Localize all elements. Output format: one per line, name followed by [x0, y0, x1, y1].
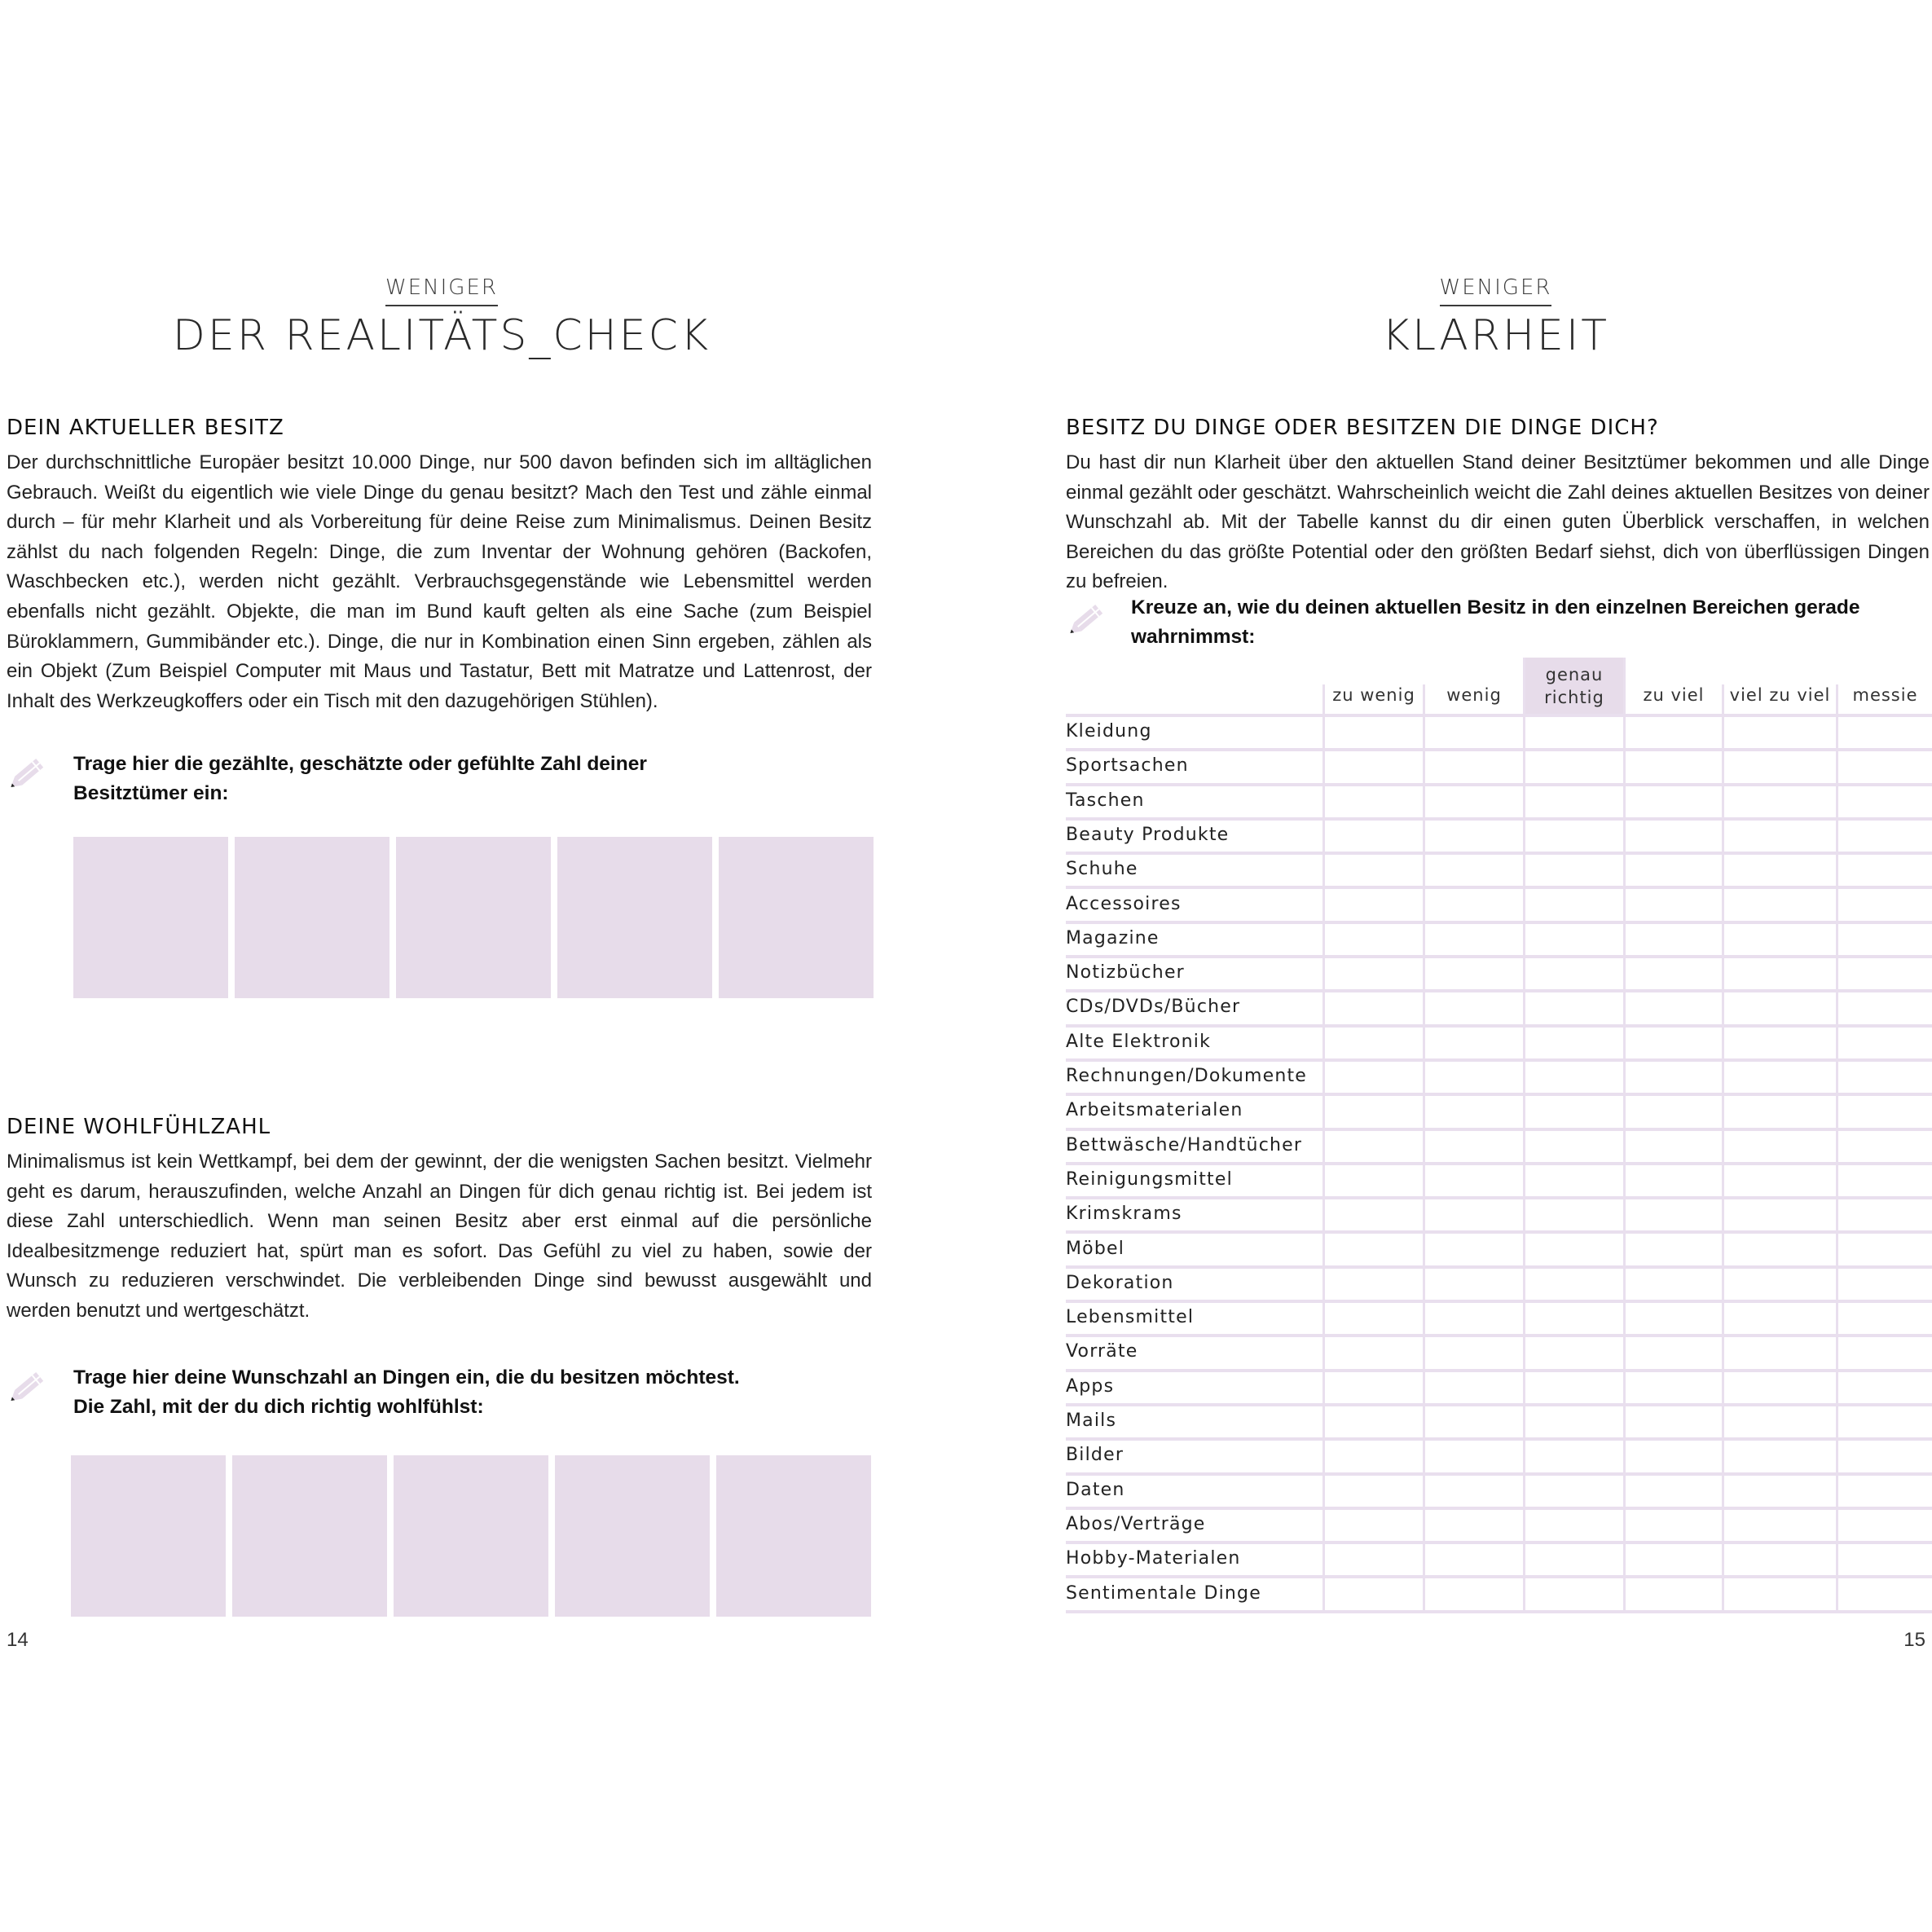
checkbox-cell[interactable] [1525, 855, 1623, 886]
checkbox-cell[interactable] [1626, 958, 1722, 989]
table-row [1066, 751, 1932, 786]
checkbox-cell[interactable] [1525, 1062, 1623, 1093]
checkbox-cell[interactable] [1724, 1096, 1836, 1127]
column-divider [1722, 684, 1724, 1613]
table-row [1066, 1337, 1932, 1371]
prompt-wohlfuehlzahl-line1: Trage hier deine Wunschzahl an Dingen ein, die du besitzen möchtest. [73, 1366, 740, 1388]
checkbox-cell[interactable] [1525, 1372, 1623, 1403]
checkbox-cell[interactable] [1425, 890, 1523, 921]
number-box[interactable] [716, 1455, 871, 1617]
table-row [1066, 1096, 1932, 1130]
prompt-klarheit-line2: wahrnimmst: [1131, 626, 1256, 648]
checkbox-cell[interactable] [1838, 1510, 1932, 1541]
checkbox-cell[interactable] [1325, 1131, 1423, 1162]
table-row [1066, 1062, 1932, 1096]
checkbox-cell[interactable] [1626, 1062, 1722, 1093]
checkbox-cell[interactable] [1838, 890, 1932, 921]
checkbox-cell[interactable] [1626, 924, 1722, 955]
section-body-wohlfuehlzahl: Minimalismus ist kein Wettkampf, bei dem der gewinnt, der die wenigsten Sachen besitzt. Vielmehr geht es darum, herauszufinden, welche Anzahl an Dingen für dich genau richtig ist. Bei jedem ist diese Zahl unterschiedlich. Wenn man seinen Besitz aber erst einmal auf die persönliche Idealbesitzmenge reduziert hat, spürt man es sofort. Das Gefühl zu viel zu haben, sowie der Wunsch zu reduzieren verschwindet. Die verbleibenden Dinge sind bewusst ausgewählt und werden benutzt und wertgeschätzt. [7, 1151, 872, 1322]
checkbox-cell[interactable] [1425, 1062, 1523, 1093]
prompt-klarheit [1131, 593, 1930, 652]
checkbox-cell[interactable] [1325, 1303, 1423, 1334]
checkbox-cell[interactable] [1525, 1096, 1623, 1127]
prompt-besitz-line2: Besitztümer ein: [73, 782, 229, 804]
column-divider [1836, 684, 1838, 1613]
table-row [1066, 1579, 1932, 1613]
row-label: Sentimentale Dinge [1066, 1582, 1261, 1604]
prompt-besitz [73, 750, 872, 808]
number-box[interactable] [232, 1455, 387, 1617]
checkbox-cell[interactable] [1525, 1544, 1623, 1575]
table-row [1066, 1234, 1932, 1269]
row-label: Kleidung [1066, 721, 1152, 742]
checkbox-cell[interactable] [1325, 1199, 1423, 1230]
checkbox-cell[interactable] [1626, 1337, 1722, 1368]
number-entry-boxes-besitz [73, 837, 874, 998]
number-box[interactable] [555, 1455, 710, 1617]
checkbox-cell[interactable] [1525, 1269, 1623, 1300]
checkbox-cell[interactable] [1325, 821, 1423, 852]
table-row [1066, 1406, 1932, 1441]
checkbox-cell[interactable] [1425, 1234, 1523, 1265]
checkbox-cell[interactable] [1425, 1579, 1523, 1610]
checkbox-cell[interactable] [1626, 1510, 1722, 1541]
checkbox-cell[interactable] [1724, 924, 1836, 955]
right-page-title: KLARHEIT [1381, 311, 1610, 360]
right-kicker: WENIGER [1059, 275, 1932, 306]
checkbox-cell[interactable] [1724, 855, 1836, 886]
checkbox-cell[interactable] [1724, 1406, 1836, 1437]
checkbox-cell[interactable] [1425, 1337, 1523, 1368]
row-label: Schuhe [1066, 859, 1138, 880]
checkbox-cell[interactable] [1626, 1165, 1722, 1196]
column-header: zu wenig [1332, 685, 1415, 705]
checkbox-cell[interactable] [1724, 1199, 1836, 1230]
checkbox-cell[interactable] [1325, 992, 1423, 1023]
checkbox-cell[interactable] [1626, 1476, 1722, 1507]
checkbox-cell[interactable] [1425, 924, 1523, 955]
pencil-icon [1064, 597, 1110, 643]
checkbox-cell[interactable] [1425, 1269, 1523, 1300]
checkbox-cell[interactable] [1425, 1096, 1523, 1127]
checkbox-cell[interactable] [1626, 1441, 1722, 1472]
checkbox-cell[interactable] [1838, 924, 1932, 955]
checkbox-cell[interactable] [1838, 1372, 1932, 1403]
number-box[interactable] [71, 1455, 226, 1617]
checkbox-cell[interactable] [1724, 1165, 1836, 1196]
prompt-wohlfuehlzahl-line2: Die Zahl, mit der du dich richtig wohlfühlst: [73, 1396, 484, 1418]
table-row [1066, 1165, 1932, 1199]
checkbox-cell[interactable] [1525, 751, 1623, 782]
column-header: wenig [1446, 685, 1502, 705]
checkbox-cell[interactable] [1425, 1544, 1523, 1575]
column-header: messie [1852, 685, 1918, 705]
checkbox-cell[interactable] [1525, 1579, 1623, 1610]
checkbox-cell[interactable] [1626, 1234, 1722, 1265]
checkbox-cell[interactable] [1626, 717, 1722, 748]
row-label: Apps [1066, 1375, 1115, 1397]
checkbox-cell[interactable] [1325, 958, 1423, 989]
column-header: zu viel [1643, 685, 1705, 705]
checkbox-cell[interactable] [1838, 1406, 1932, 1437]
table-row [1066, 890, 1932, 924]
checkbox-cell[interactable] [1724, 1303, 1836, 1334]
checkbox-cell[interactable] [1325, 1337, 1423, 1368]
checkbox-cell[interactable] [1425, 1476, 1523, 1507]
table-row [1066, 717, 1932, 751]
prompt-besitz-line1: Trage hier die gezählte, geschätzte oder gefühlte Zahl deiner [73, 753, 647, 775]
checkbox-cell[interactable] [1325, 1406, 1423, 1437]
checkbox-cell[interactable] [1525, 1131, 1623, 1162]
checkbox-cell[interactable] [1525, 1165, 1623, 1196]
column-header: genau richtig [1525, 658, 1623, 714]
checkbox-cell[interactable] [1525, 958, 1623, 989]
checkbox-cell[interactable] [1838, 1096, 1932, 1127]
pencil-icon [5, 751, 51, 797]
checkbox-cell[interactable] [1425, 1406, 1523, 1437]
checkbox-cell[interactable] [1838, 1476, 1932, 1507]
page-number-left: 14 [7, 1629, 29, 1651]
checkbox-cell[interactable] [1838, 1269, 1932, 1300]
number-box[interactable] [394, 1455, 548, 1617]
row-label: Möbel [1066, 1238, 1125, 1259]
row-label: Dekoration [1066, 1272, 1174, 1293]
checkbox-cell[interactable] [1425, 717, 1523, 748]
row-label: Bilder [1066, 1445, 1124, 1466]
checkbox-cell[interactable] [1425, 751, 1523, 782]
table-row [1066, 1544, 1932, 1578]
checkbox-cell[interactable] [1325, 1579, 1423, 1610]
checkbox-cell[interactable] [1325, 786, 1423, 817]
checkbox-cell[interactable] [1724, 821, 1836, 852]
table-row [1066, 821, 1932, 855]
row-label: CDs/DVDs/Bücher [1066, 997, 1241, 1018]
checkbox-cell[interactable] [1724, 1269, 1836, 1300]
checkbox-cell[interactable] [1425, 821, 1523, 852]
checkbox-cell[interactable] [1525, 1028, 1623, 1058]
checkbox-cell[interactable] [1724, 1579, 1836, 1610]
row-label: Bettwäsche/Handtücher [1066, 1134, 1303, 1155]
checkbox-cell[interactable] [1325, 924, 1423, 955]
checkbox-cell[interactable] [1838, 1441, 1932, 1472]
checkbox-cell[interactable] [1325, 1028, 1423, 1058]
checkbox-cell[interactable] [1626, 890, 1722, 921]
checkbox-cell[interactable] [1626, 1096, 1722, 1127]
checkbox-cell[interactable] [1838, 1131, 1932, 1162]
checkbox-cell[interactable] [1325, 1544, 1423, 1575]
checkbox-cell[interactable] [1325, 1234, 1423, 1265]
table-row [1066, 924, 1932, 958]
row-label: Accessoires [1066, 893, 1182, 914]
left-page [0, 0, 880, 1932]
table-row [1066, 855, 1932, 889]
row-label: Lebensmittel [1066, 1307, 1195, 1328]
checkbox-cell[interactable] [1724, 992, 1836, 1023]
checkbox-cell[interactable] [1838, 1303, 1932, 1334]
row-label: Hobby-Materialen [1066, 1548, 1241, 1569]
checkbox-cell[interactable] [1838, 958, 1932, 989]
checkbox-cell[interactable] [1425, 958, 1523, 989]
column-divider [1423, 684, 1425, 1613]
checkbox-cell[interactable] [1525, 1510, 1623, 1541]
number-entry-boxes-wohlfuehlzahl [71, 1455, 871, 1617]
checkbox-cell[interactable] [1724, 751, 1836, 782]
checkbox-cell[interactable] [1626, 786, 1722, 817]
checkbox-cell[interactable] [1425, 855, 1523, 886]
number-box[interactable] [73, 837, 228, 998]
row-label: Notizbücher [1066, 962, 1185, 984]
checkbox-cell[interactable] [1724, 1337, 1836, 1368]
checkbox-cell[interactable] [1724, 1544, 1836, 1575]
checkbox-cell[interactable] [1425, 1165, 1523, 1196]
table-row [1066, 1028, 1932, 1062]
checkbox-cell[interactable] [1724, 1234, 1836, 1265]
checkbox-cell[interactable] [1626, 1544, 1722, 1575]
checkbox-cell[interactable] [1525, 821, 1623, 852]
checkbox-cell[interactable] [1425, 1303, 1523, 1334]
prompt-klarheit-line1: Kreuze an, wie du deinen aktuellen Besitz in den einzelnen Bereichen gerade [1131, 596, 1860, 618]
checkbox-cell[interactable] [1525, 1303, 1623, 1334]
checkbox-cell[interactable] [1626, 1269, 1722, 1300]
table-row [1066, 958, 1932, 992]
number-box[interactable] [396, 837, 551, 998]
checkbox-cell[interactable] [1325, 855, 1423, 886]
table-row [1066, 1510, 1932, 1544]
row-label: Beauty Produkte [1066, 824, 1230, 845]
checkbox-cell[interactable] [1838, 1544, 1932, 1575]
checkbox-cell[interactable] [1425, 1028, 1523, 1058]
section-body-besitz: Der durchschnittliche Europäer besitzt 10.000 Dinge, nur 500 davon befinden sich im alltäglichen Gebrauch. Weißt du eigentlich wie viele Dinge du genau besitzt? Mach den Test und zähle einmal durch – für mehr Klarheit und als Vorbereitung für deine Reise zum Minimalismus. Deinen Besitz zählst du nach folgenden Regeln: Dinge, die zum Inventar der Wohnung gehören (Backofen, Waschbecken etc.), werden nicht gezählt. Verbrauchsgegenstände wie Lebensmittel werden ebenfalls nicht gezählt. Objekte, die man im Bund kauft gelten als eine Sache (zum Beispiel Büroklammern, Gummibänder etc.). Dinge, die nur in Kombination einen Sinn ergeben, zählen als ein Objekt (Zum Beispiel Computer mit Maus und Tastatur, Bett mit Matratze und Lattenrost, der Inhalt des Werkzeugkoffers oder ein Tisch mit den dazugehörigen Stühlen). [7, 451, 872, 712]
row-label: Reinigungsmittel [1066, 1168, 1233, 1190]
checkbox-cell[interactable] [1724, 1131, 1836, 1162]
section-heading-wohlfuehlzahl: DEINE WOHLFÜHLZAHL [7, 1115, 271, 1139]
table-row [1066, 1303, 1932, 1337]
number-box[interactable] [557, 837, 712, 998]
checkbox-cell[interactable] [1325, 1062, 1423, 1093]
checkbox-cell[interactable] [1525, 924, 1623, 955]
row-label: Taschen [1066, 790, 1145, 811]
row-label: Sportsachen [1066, 755, 1189, 777]
number-box[interactable] [235, 837, 389, 998]
checkbox-cell[interactable] [1425, 786, 1523, 817]
row-label: Mails [1066, 1410, 1117, 1431]
checkbox-cell[interactable] [1525, 992, 1623, 1023]
checkbox-cell[interactable] [1838, 821, 1932, 852]
checkbox-cell[interactable] [1838, 751, 1932, 782]
row-label: Daten [1066, 1479, 1125, 1500]
table-row [1066, 1199, 1932, 1234]
checkbox-cell[interactable] [1425, 1372, 1523, 1403]
left-page-title: DER REALITÄTS_CHECK [172, 311, 711, 360]
checkbox-cell[interactable] [1838, 1579, 1932, 1610]
pencil-icon [5, 1365, 51, 1410]
checkbox-cell[interactable] [1525, 890, 1623, 921]
checkbox-cell[interactable] [1626, 855, 1722, 886]
section-body-klarheit: Du hast dir nun Klarheit über den aktuellen Stand deiner Besitztümer bekommen und alle Dinge einmal gezählt oder geschätzt. Wahrscheinlich weicht die Zahl deines aktuellen Besitzes von deiner Wunschzahl ab. Mit der Tabelle kannst du dir einen guten Überblick verschaffen, in welchen Bereichen du das größte Potential oder den größten Bedarf siehst, dich von überflüssigen Dingen zu befreien. [1066, 451, 1930, 593]
right-page [1059, 0, 1932, 1932]
checkbox-cell[interactable] [1525, 1476, 1623, 1507]
checkbox-cell[interactable] [1626, 821, 1722, 852]
table-row [1066, 1476, 1932, 1510]
table-row [1066, 786, 1932, 821]
checkbox-cell[interactable] [1724, 1372, 1836, 1403]
checkbox-cell[interactable] [1525, 786, 1623, 817]
table-row [1066, 1269, 1932, 1303]
left-kicker: WENIGER [7, 275, 877, 306]
table-row [1066, 1372, 1932, 1406]
checkbox-cell[interactable] [1325, 751, 1423, 782]
checkbox-cell[interactable] [1838, 786, 1932, 817]
row-label: Rechnungen/Dokumente [1066, 1066, 1308, 1086]
checkbox-cell[interactable] [1724, 1476, 1836, 1507]
checkbox-cell[interactable] [1838, 992, 1932, 1023]
checkbox-cell[interactable] [1626, 1406, 1722, 1437]
checkbox-cell[interactable] [1626, 1199, 1722, 1230]
column-divider [1523, 658, 1525, 1613]
checkbox-cell[interactable] [1838, 1199, 1932, 1230]
checkbox-cell[interactable] [1626, 1131, 1722, 1162]
checkbox-cell[interactable] [1838, 1234, 1932, 1265]
checkbox-cell[interactable] [1724, 1028, 1836, 1058]
checkbox-cell[interactable] [1325, 1476, 1423, 1507]
checkbox-cell[interactable] [1325, 890, 1423, 921]
checkbox-cell[interactable] [1838, 855, 1932, 886]
checkbox-cell[interactable] [1425, 1510, 1523, 1541]
checkbox-cell[interactable] [1838, 1028, 1932, 1058]
checkbox-cell[interactable] [1325, 1165, 1423, 1196]
checkbox-cell[interactable] [1838, 1062, 1932, 1093]
column-header: viel zu viel [1729, 685, 1831, 705]
checkbox-cell[interactable] [1724, 1062, 1836, 1093]
section-heading-klarheit: BESITZ DU DINGE ODER BESITZEN DIE DINGE DICH? [1066, 416, 1659, 440]
checkbox-cell[interactable] [1525, 1199, 1623, 1230]
checkbox-cell[interactable] [1425, 1131, 1523, 1162]
checkbox-cell[interactable] [1724, 717, 1836, 748]
checkbox-cell[interactable] [1724, 786, 1836, 817]
checkbox-cell[interactable] [1838, 717, 1932, 748]
column-divider [1322, 684, 1325, 1613]
checkbox-cell[interactable] [1626, 1579, 1722, 1610]
row-label: Arbeitsmaterialen [1066, 1100, 1243, 1121]
checkbox-cell[interactable] [1724, 1441, 1836, 1472]
column-divider [1623, 658, 1626, 1613]
header-underline [1066, 681, 1932, 717]
checkbox-cell[interactable] [1325, 717, 1423, 748]
checkbox-cell[interactable] [1724, 890, 1836, 921]
checkbox-cell[interactable] [1525, 1406, 1623, 1437]
checkbox-cell[interactable] [1724, 1510, 1836, 1541]
checkbox-cell[interactable] [1838, 1165, 1932, 1196]
table-row [1066, 992, 1932, 1027]
page-number-right: 15 [1903, 1629, 1925, 1651]
table-row [1066, 1441, 1932, 1475]
number-box[interactable] [719, 837, 874, 998]
checkbox-cell[interactable] [1838, 1337, 1932, 1368]
checkbox-cell[interactable] [1525, 1441, 1623, 1472]
checkbox-cell[interactable] [1626, 1303, 1722, 1334]
checkbox-cell[interactable] [1525, 1337, 1623, 1368]
checkbox-cell[interactable] [1425, 1441, 1523, 1472]
checkbox-cell[interactable] [1626, 992, 1722, 1023]
checkbox-cell[interactable] [1325, 1269, 1423, 1300]
checkbox-cell[interactable] [1325, 1510, 1423, 1541]
checkbox-cell[interactable] [1325, 1096, 1423, 1127]
row-label: Magazine [1066, 927, 1160, 948]
row-label: Abos/Verträge [1066, 1513, 1206, 1534]
checkbox-cell[interactable] [1325, 1372, 1423, 1403]
checkbox-cell[interactable] [1525, 717, 1623, 748]
prompt-wohlfuehlzahl [73, 1363, 872, 1422]
checkbox-cell[interactable] [1425, 1199, 1523, 1230]
checkbox-cell[interactable] [1626, 1028, 1722, 1058]
checkbox-cell[interactable] [1626, 1372, 1722, 1403]
row-label: Krimskrams [1066, 1204, 1182, 1225]
row-label: Vorräte [1066, 1341, 1138, 1362]
checkbox-cell[interactable] [1325, 1441, 1423, 1472]
checkbox-cell[interactable] [1425, 992, 1523, 1023]
checkbox-cell[interactable] [1724, 958, 1836, 989]
section-heading-besitz: DEIN AKTUELLER BESITZ [7, 416, 284, 440]
table-row [1066, 1131, 1932, 1165]
row-label: Alte Elektronik [1066, 1031, 1212, 1052]
checkbox-cell[interactable] [1626, 751, 1722, 782]
checkbox-cell[interactable] [1525, 1234, 1623, 1265]
